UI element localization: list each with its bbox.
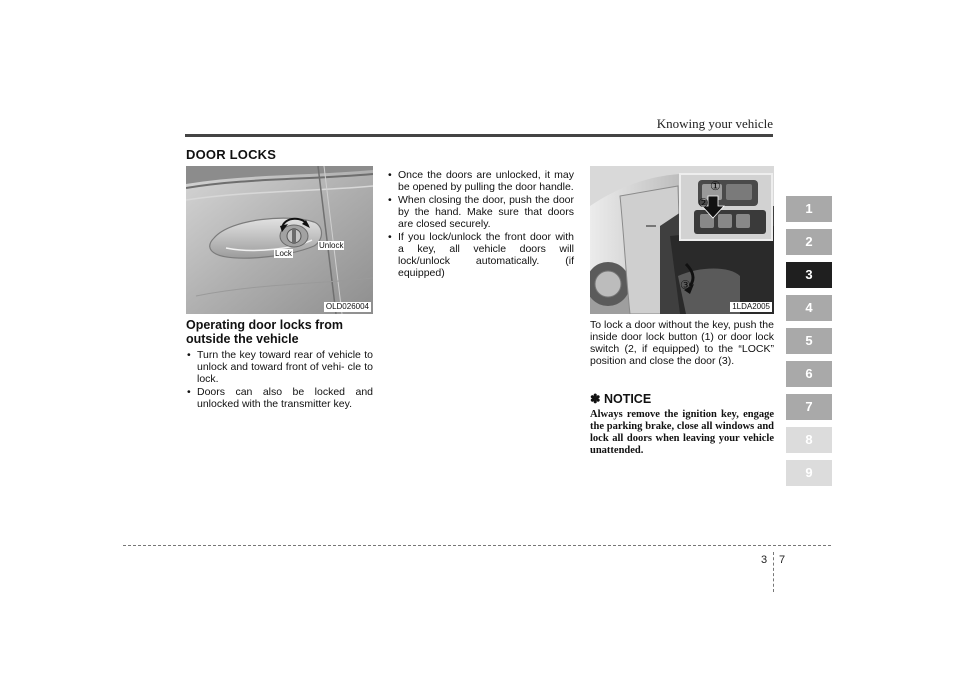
chapter-tab[interactable]: 8 [786, 427, 832, 453]
chapter-tab[interactable]: 5 [786, 328, 832, 354]
door-handle-illustration [186, 166, 373, 314]
callout-3: ③ [680, 278, 691, 292]
figure-code: 1LDA2005 [732, 302, 770, 311]
notice-title: ✽ NOTICE [590, 392, 652, 406]
chapter-tab[interactable]: 4 [786, 295, 832, 321]
chapter-tab[interactable]: 6 [786, 361, 832, 387]
header-rule [185, 134, 773, 137]
inside-lock-figure [590, 166, 774, 314]
lock-instructions: To lock a door without the key, push the inside door lock button (1) or door lock switch (2, if equipped) to the “LOCK” position and close the door (3). [590, 319, 774, 367]
list-item: • Doors can also be locked and unlocked with the transmitter key. [186, 386, 373, 410]
subheading: Operating door locks from outside the vehicle [186, 318, 343, 346]
notice-text: Always remove the ignition key, engage the parking brake, close all windows and lock all doors when leaving your vehicle unattended. [590, 409, 774, 456]
list-item: • If you lock/unlock the front door with a key, all vehicle doors will lock/unlock automatically. (if equipped) [387, 231, 574, 279]
chapter-tab[interactable]: 1 [786, 196, 832, 222]
page-number: 7 [779, 554, 786, 566]
list-item: • Turn the key toward rear of vehicle to unlock and toward front of vehi- cle to lock. [186, 349, 373, 385]
chapter-tab[interactable]: 2 [786, 229, 832, 255]
door-handle-figure [186, 166, 373, 314]
chapter-tab[interactable]: 9 [786, 460, 832, 486]
figure-code: OLD026004 [325, 302, 369, 311]
list-item: • When closing the door, push the door by the hand. Make sure that doors are closed securely. [387, 194, 574, 230]
running-header: Knowing your vehicle [656, 116, 773, 131]
list-item: • Once the doors are unlocked, it may be opened by pulling the door handle. [387, 169, 574, 193]
callout-2: ② [698, 196, 709, 210]
chapter-tab[interactable]: 3 [786, 262, 832, 288]
chapter-tab[interactable]: 7 [786, 394, 832, 420]
lock-label: Lock [275, 249, 292, 258]
footer-divider [773, 552, 774, 592]
col1-bullet-list [186, 349, 373, 411]
callout-1: ① [710, 179, 721, 193]
chapter-number: 3 [761, 554, 768, 566]
footer-rule [123, 545, 831, 546]
col2-bullet-list [387, 169, 574, 280]
unlock-label: Unlock [319, 241, 344, 250]
section-heading: DOOR LOCKS [186, 147, 277, 162]
